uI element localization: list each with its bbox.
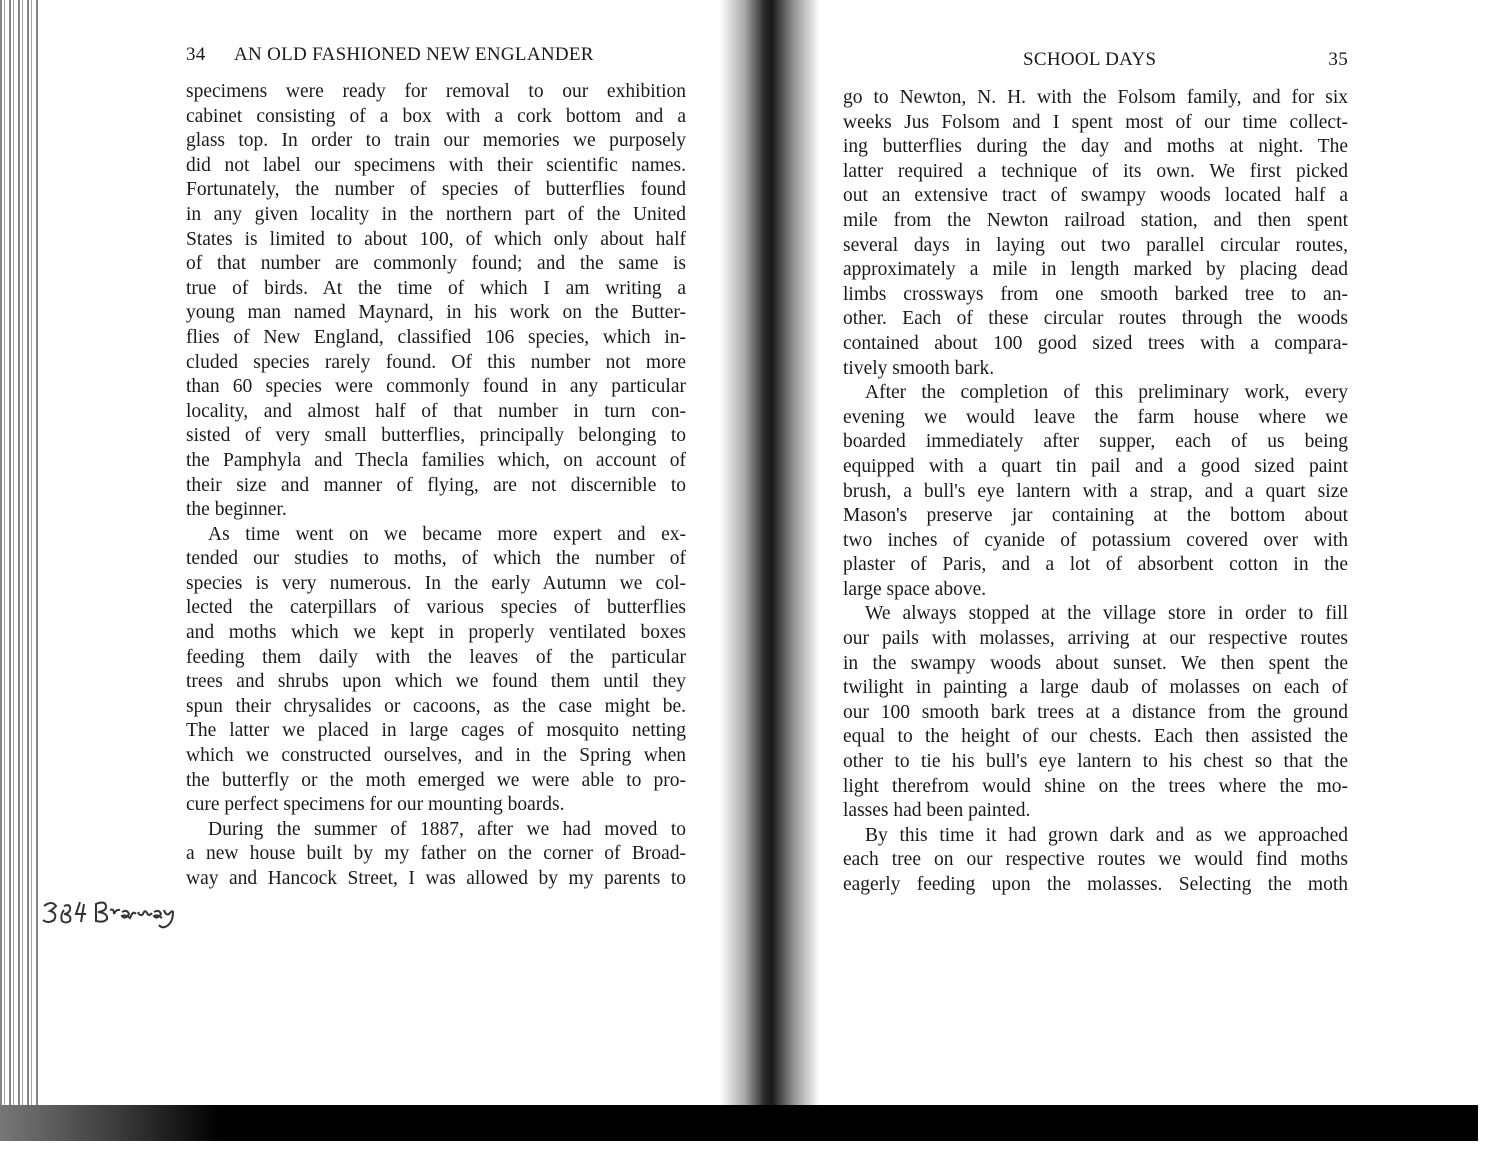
right-body-text	[843, 86, 1348, 898]
text-line: ing butterflies during the day and moths at night. The	[843, 136, 1348, 158]
paragraph	[186, 818, 686, 892]
text-line: other to tie his bull's eye lantern to his chest so that the	[843, 751, 1348, 773]
text-line: mile from the Newton railroad station, and then spent	[843, 209, 1348, 231]
scan-bottom-band	[0, 1105, 1478, 1141]
text-line: cabinet consisting of a box with a cork bottom and a	[186, 105, 686, 127]
paragraph	[843, 824, 1348, 898]
handwritten-note	[38, 892, 198, 932]
text-line: several days in laying out two parallel circular routes,	[843, 234, 1348, 256]
text-line: glass top. In order to train our memories we purposely	[186, 130, 686, 152]
book-gutter-shadow	[720, 0, 820, 1105]
text-line: in any given locality in the northern part of the United	[186, 203, 686, 225]
running-head-title: SCHOOL DAYS	[1023, 49, 1157, 70]
text-line: than 60 species were commonly found in any particular	[186, 376, 686, 398]
text-line: tended our studies to moths, of which the number of	[186, 548, 686, 570]
text-line: cure perfect specimens for our mounting boards.	[186, 794, 565, 816]
text-line: of that number are commonly found; and the same is	[186, 253, 686, 275]
left-body-text	[186, 80, 686, 892]
running-head-title: AN OLD FASHIONED NEW ENGLANDER	[234, 44, 594, 65]
paragraph	[843, 381, 1348, 602]
text-line: the Pamphyla and Thecla families which, on account of	[186, 449, 686, 471]
text-line: a new house built by my father on the corner of Broad-	[186, 843, 686, 865]
text-line: As time went on we became more expert and ex-	[208, 523, 686, 545]
text-line: By this time it had grown dark and as we approached	[865, 824, 1348, 846]
text-line: species is very numerous. In the early Autumn we col-	[186, 572, 686, 594]
scan-left-edge	[0, 0, 40, 1110]
text-line: other. Each of these circular routes through the woods	[843, 308, 1348, 330]
text-line: two inches of cyanide of potassium covered over with	[843, 529, 1348, 551]
text-line: in the swampy woods about sunset. We then spent the	[843, 652, 1348, 674]
text-line: large space above.	[843, 578, 987, 600]
text-line: their size and manner of flying, are not discernible to	[186, 474, 686, 496]
text-line: weeks Jus Folsom and I spent most of our time collect-	[843, 111, 1348, 133]
text-line: out an extensive tract of swampy woods located half a	[843, 185, 1348, 207]
text-line: boarded immediately after supper, each of us being	[843, 431, 1348, 453]
page-number: 35	[1328, 49, 1348, 70]
text-line: young man named Maynard, in his work on the Butter-	[186, 302, 686, 324]
text-line: which we constructed ourselves, and in the Spring when	[186, 745, 686, 767]
text-line: and moths which we kept in properly ventilated boxes	[186, 622, 686, 644]
text-line: Mason's preserve jar containing at the bottom about	[843, 505, 1348, 527]
text-line: equal to the height of our chests. Each then assisted the	[843, 726, 1348, 748]
page-number: 34	[186, 44, 206, 65]
text-line: sisted of very small butterflies, principally belonging to	[186, 425, 686, 447]
text-line: feeding them daily with the leaves of the particular	[186, 646, 686, 668]
text-line: true of birds. At the time of which I am writing a	[186, 277, 686, 299]
paragraph	[843, 602, 1348, 823]
text-line: go to Newton, N. H. with the Folsom family, and for six	[843, 87, 1348, 108]
text-line: lected the caterpillars of various species of butterflies	[186, 597, 686, 619]
text-line: light therefrom would shine on the trees where the mo-	[843, 775, 1348, 797]
text-line: eagerly feeding upon the molasses. Selecting the moth	[843, 874, 1348, 895]
text-line: latter required a technique of its own. We first picked	[843, 160, 1348, 182]
paragraph	[186, 80, 686, 523]
text-line: spun their chrysalides or cacoons, as the case might be.	[186, 695, 686, 717]
text-line: each tree on our respective routes we would find moths	[843, 849, 1348, 871]
text-line: specimens were ready for removal to our exhibition	[186, 81, 686, 102]
text-line: way and Hancock Street, I was allowed by my parents to	[186, 868, 686, 889]
text-line: twilight in painting a large daub of molasses on each of	[843, 677, 1348, 699]
paragraph	[186, 523, 686, 818]
text-line: the beginner.	[186, 499, 287, 521]
text-line: our 100 smooth bark trees at a distance from the ground	[843, 701, 1348, 723]
text-line: plaster of Paris, and a lot of absorbent cotton in the	[843, 554, 1348, 576]
text-line: brush, a bull's eye lantern with a strap, and a quart size	[843, 480, 1348, 502]
text-line: evening we would leave the farm house where we	[843, 406, 1348, 428]
text-line: lasses had been painted.	[843, 800, 1031, 822]
text-line: We always stopped at the village store in order to fill	[865, 603, 1348, 625]
text-line: the butterfly or the moth emerged we were able to pro-	[186, 769, 686, 791]
text-line: our pails with molasses, arriving at our respective routes	[843, 628, 1348, 650]
text-line: approximately a mile in length marked by placing dead	[843, 259, 1348, 281]
text-line: flies of New England, classified 106 species, which in-	[186, 326, 686, 348]
text-line: locality, and almost half of that number in turn con-	[186, 400, 686, 422]
left-page	[172, 40, 687, 889]
text-line: tively smooth bark.	[843, 357, 995, 379]
text-line: After the completion of this preliminary work, every	[865, 382, 1348, 404]
text-line: The latter we placed in large cages of mosquito netting	[186, 720, 686, 742]
left-running-head	[172, 40, 687, 70]
text-line: did not label our specimens with their scientific names.	[186, 154, 686, 176]
text-line: Fortunately, the number of species of butterflies found	[186, 179, 686, 201]
text-line: During the summer of 1887, after we had moved to	[208, 818, 686, 840]
text-line: trees and shrubs upon which we found them until they	[186, 671, 686, 693]
right-running-head	[843, 40, 1348, 70]
text-line: States is limited to about 100, of which only about half	[186, 228, 686, 250]
text-line: contained about 100 good sized trees with a compara-	[843, 332, 1348, 354]
right-page	[843, 40, 1348, 895]
paragraph	[843, 86, 1348, 381]
text-line: cluded species rarely found. Of this number not more	[186, 351, 686, 373]
text-line: limbs crossways from one smooth barked tree to an-	[843, 283, 1348, 305]
text-line: equipped with a quart tin pail and a good sized paint	[843, 455, 1348, 477]
